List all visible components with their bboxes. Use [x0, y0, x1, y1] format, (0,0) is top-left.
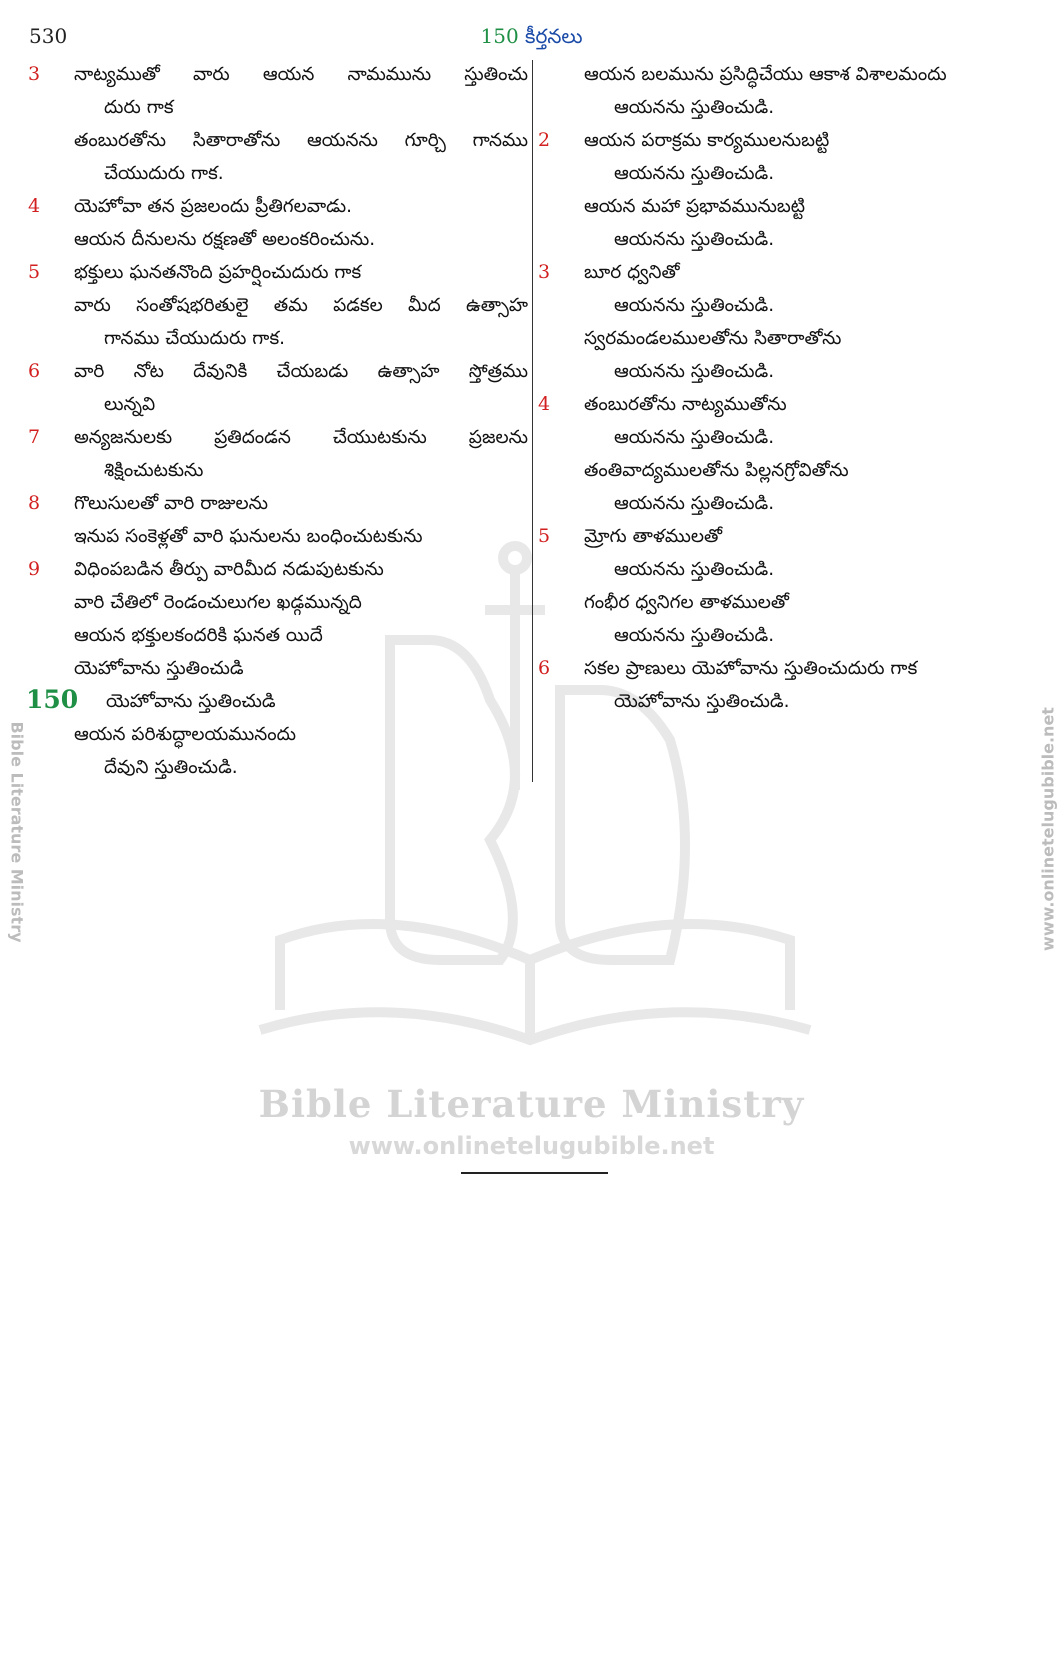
verse-number: 3: [538, 261, 551, 283]
verse-line: [28, 619, 528, 652]
verse-text: మ్రోగు తాళములతో: [584, 526, 723, 547]
verse-line: [538, 223, 1033, 256]
verse-line: [28, 586, 528, 619]
verse-line: [538, 520, 1033, 553]
verse-line: [28, 652, 528, 685]
verse-text: యెహోవాను స్తుతించుడి.: [614, 691, 790, 712]
left-column: [28, 58, 528, 784]
verse-line: [538, 685, 1033, 718]
verse-text: యెహోవా తన ప్రజలందు ప్రీతిగలవాడు.: [74, 196, 353, 217]
verse-text: వారు సంతోషభరితులై తమ పడకల మీద ఉత్సాహ: [74, 295, 528, 316]
right-column: [538, 58, 1033, 718]
verse-line: [28, 454, 528, 487]
verse-text: ఆయనను స్తుతించుడి.: [614, 97, 775, 118]
verse-text: సకల ప్రాణులు యెహోవాను స్తుతించుదురు గాక: [584, 658, 918, 679]
verse-line: [538, 322, 1033, 355]
verse-number: 5: [28, 261, 41, 283]
verse-number: 6: [538, 657, 551, 679]
verse-line: [538, 190, 1033, 223]
verse-line: [28, 190, 528, 223]
verse-text: ఆయనను స్తుతించుడి.: [614, 229, 775, 250]
verse-text: తంబురతోను సితారాతోను ఆయనను గూర్చి గానము: [74, 130, 528, 151]
verse-line: [28, 322, 528, 355]
running-head: [0, 24, 1063, 53]
verse-number: 7: [28, 426, 41, 448]
verse-line: [538, 91, 1033, 124]
verse-line: [538, 388, 1033, 421]
verse-line: [538, 289, 1033, 322]
verse-number: 4: [538, 393, 551, 415]
verse-number: 4: [28, 195, 41, 217]
verse-text: ఆయనను స్తుతించుడి.: [614, 493, 775, 514]
verse-line: [538, 421, 1033, 454]
verse-line: [28, 124, 528, 157]
verse-line: [28, 289, 528, 322]
page-number: 530: [29, 24, 68, 48]
verse-line: [538, 454, 1033, 487]
verse-line: [28, 553, 528, 586]
verse-number: 3: [28, 63, 41, 85]
verse-line: [538, 256, 1033, 289]
verse-text: తంబురతోను నాట్యముతోను: [584, 394, 787, 415]
verse-number: 8: [28, 492, 41, 514]
verse-text: ఆయనను స్తుతించుడి.: [614, 163, 775, 184]
verse-line: [28, 487, 528, 520]
verse-line: [538, 619, 1033, 652]
verse-text: గంభీర ధ్వనిగల తాళములతో: [584, 592, 789, 613]
verse-line: [28, 256, 528, 289]
verse-text: భక్తులు ఘనతనొంది ప్రహర్షించుదురు గాక: [74, 262, 362, 283]
verse-line: [538, 355, 1033, 388]
verse-line: [28, 718, 528, 751]
verse-text: అన్యజనులకు ప్రతిదండన చేయుటకును ప్రజలను: [74, 427, 528, 448]
verse-text: గొలుసులతో వారి రాజులను: [74, 493, 269, 514]
verse-text: బూర ధ్వనితో: [584, 262, 680, 283]
verse-line: [28, 223, 528, 256]
verse-number: 6: [28, 360, 41, 382]
verse-line: [538, 58, 1033, 91]
verse-line: [28, 421, 528, 454]
verse-text: లున్నవి: [104, 394, 156, 415]
verse-number: 5: [538, 525, 551, 547]
verse-text: ఆయన పరాక్రమ కార్యములనుబట్టి: [584, 130, 830, 151]
running-head-chapter: 150: [480, 24, 519, 48]
verse-line: [28, 520, 528, 553]
verse-text: ఆయనను స్తుతించుడి.: [614, 559, 775, 580]
verse-text: దురు గాక: [104, 97, 174, 118]
verse-text: స్వరమండలములతోను సితారాతోను: [584, 328, 842, 349]
verse-text: వారి చేతిలో రెండంచులుగల ఖడ్గమున్నది: [74, 592, 362, 613]
verse-text: వారి నోట దేవునికి చేయబడు ఉత్సాహ స్తోత్రము: [74, 361, 528, 382]
verse-line: [28, 388, 528, 421]
verse-text: నాట్యముతో వారు ఆయన నామమును స్తుతించు: [74, 64, 528, 85]
verse-number: 9: [28, 558, 41, 580]
verse-text: దేవుని స్తుతించుడి.: [104, 757, 238, 778]
verse-text: ఆయన మహా ప్రభావమునుబట్టి: [584, 196, 806, 217]
verse-line: [538, 553, 1033, 586]
verse-text: ఆయనను స్తుతించుడి.: [614, 361, 775, 382]
verse-text: ఆయనను స్తుతించుడి.: [614, 295, 775, 316]
verse-text: చేయుదురు గాక.: [104, 163, 224, 184]
verse-text: గానము చేయుదురు గాక.: [104, 328, 285, 349]
side-watermark-right: www.onlinetelugubible.net: [1038, 707, 1058, 951]
verse-text: యెహోవాను స్తుతించుడి: [74, 658, 244, 679]
watermark-url: www.onlinetelugubible.net: [348, 1132, 715, 1160]
verse-text: ఆయన భక్తులకందరికి ఘనత యిదే: [74, 625, 323, 646]
side-watermark-left: Bible Literature Ministry: [7, 721, 27, 943]
verse-line: [28, 157, 528, 190]
verse-line: [538, 124, 1033, 157]
verse-line: [538, 157, 1033, 190]
verse-text: యెహోవాను స్తుతించుడి: [106, 691, 276, 712]
verse-line: [538, 487, 1033, 520]
verse-text: ఆయన బలమును ప్రసిద్ధిచేయు ఆకాశ విశాలమందు: [584, 64, 947, 85]
verse-line: [28, 751, 528, 784]
verse-text: శిక్షించుటకును: [104, 460, 204, 481]
running-head-book-title: కీర్తనలు: [525, 24, 583, 48]
end-of-book-rule: [461, 1172, 608, 1174]
chapter-number: 150: [26, 685, 79, 714]
column-divider: [532, 60, 533, 782]
verse-line: [538, 652, 1033, 685]
verse-line: [28, 355, 528, 388]
verse-text: తంతివాద్యములతోను పిల్లనగ్రోవితోను: [584, 460, 849, 481]
verse-line: [28, 91, 528, 124]
verse-line: [28, 58, 528, 91]
verse-line: [538, 586, 1033, 619]
watermark-title: Bible Literature Ministry: [258, 1082, 805, 1126]
verse-line: [28, 685, 528, 718]
verse-text: విధింపబడిన తీర్పు వారిమీద నడుపుటకును: [74, 559, 384, 580]
verse-number: 2: [538, 129, 551, 151]
verse-text: ఆయనను స్తుతించుడి.: [614, 625, 775, 646]
verse-text: ఆయన దీనులను రక్షణతో అలంకరించును.: [74, 229, 376, 250]
verse-text: ఇనుప సంకెళ్లతో వారి ఘనులను బంధించుటకును: [74, 526, 423, 547]
verse-text: ఆయనను స్తుతించుడి.: [614, 427, 775, 448]
verse-text: ఆయన పరిశుద్ధాలయమునందు: [74, 724, 297, 745]
